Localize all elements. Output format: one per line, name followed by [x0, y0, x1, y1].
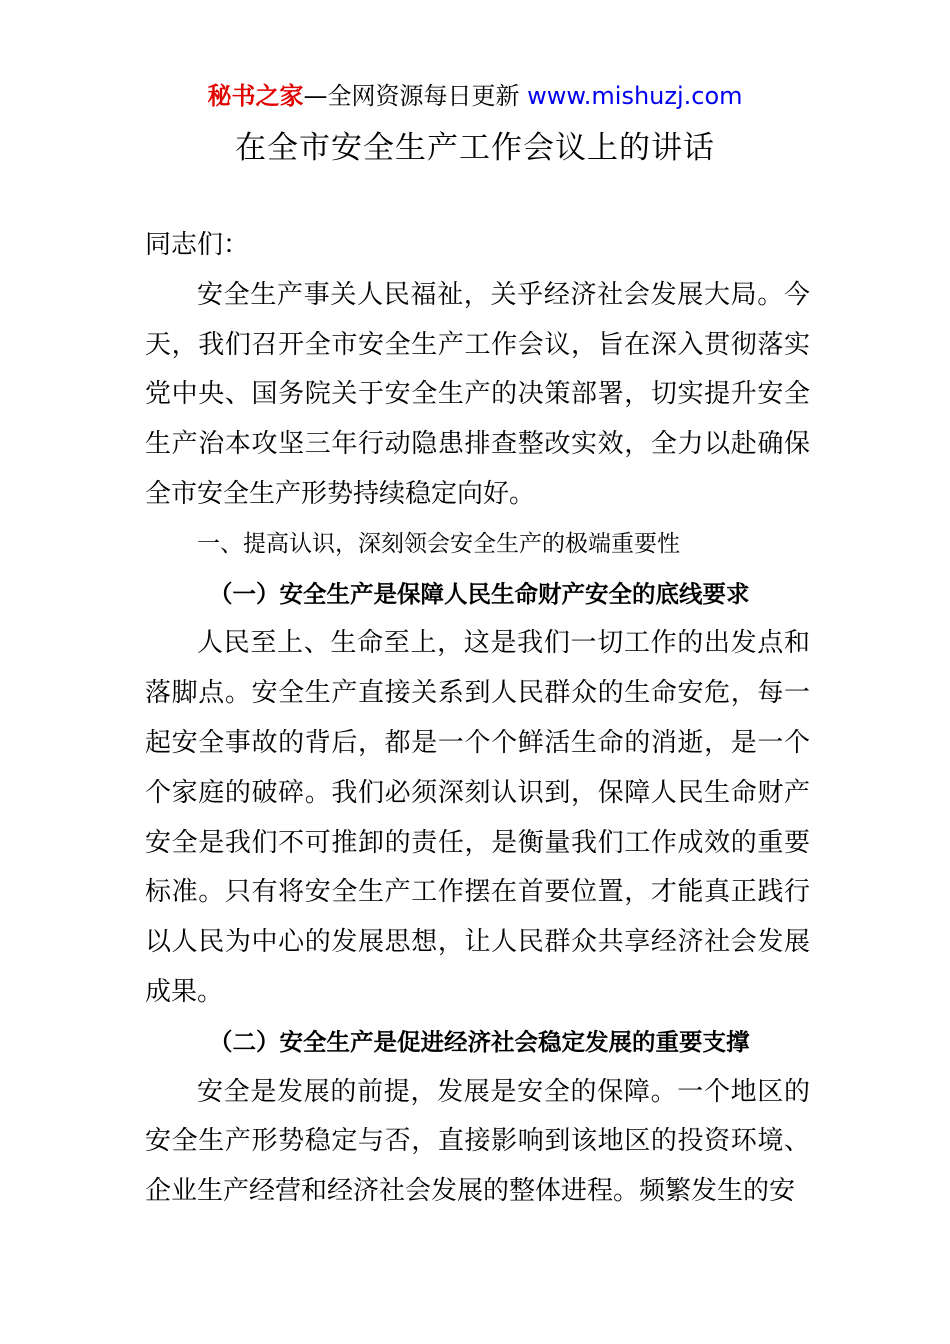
section-heading-1: 一、提高认识，深刻领会安全生产的极端重要性: [197, 530, 680, 557]
document-body: [145, 221, 810, 1217]
site-url-link[interactable]: www.mishuzj.com: [527, 82, 743, 110]
document-title: 在全市安全生产工作会议上的讲话: [235, 130, 715, 166]
subsection-body-2: 安全是发展的前提，发展是安全的保障。一个地区的安全生产形势稳定与否，直接影响到该地区的投资环境、企业生产经营和经济社会发展的整体进程。频繁发生的安: [145, 1076, 810, 1207]
intro-paragraph: 安全生产事关人民福祉，关乎经济社会发展大局。今天，我们召开全市安全生产工作会议，旨在深入贯彻落实党中央、国务院关于安全生产的决策部署，切实提升安全生产治本攻坚三年行动隐患排查整改实效，全力以赴确保全市安全生产形势持续稳定向好。: [145, 279, 810, 509]
site-header: [0, 80, 950, 112]
site-tagline: —全网资源每日更新: [303, 82, 528, 110]
subsection-heading-2: （二）安全生产是促进经济社会稳定发展的重要支撑: [209, 1027, 750, 1056]
site-brand: 秘书之家: [207, 82, 304, 110]
subsection-heading-1: （一）安全生产是保障人民生命财产安全的底线要求: [209, 579, 750, 608]
subsection-body-1: 人民至上、生命至上，这是我们一切工作的出发点和落脚点。安全生产直接关系到人民群众的生命安危，每一起安全事故的背后，都是一个个鲜活生命的消逝，是一个个家庭的破碎。我们必须深刻认识到，保障人民生命财产安全是我们不可推卸的责任，是衡量我们工作成效的重要标准。只有将安全生产工作摆在首要位置，才能真正践行以人民为中心的发展思想，让人民群众共享经济社会发展成果。: [145, 628, 810, 1007]
salutation: 同志们：: [145, 230, 250, 260]
